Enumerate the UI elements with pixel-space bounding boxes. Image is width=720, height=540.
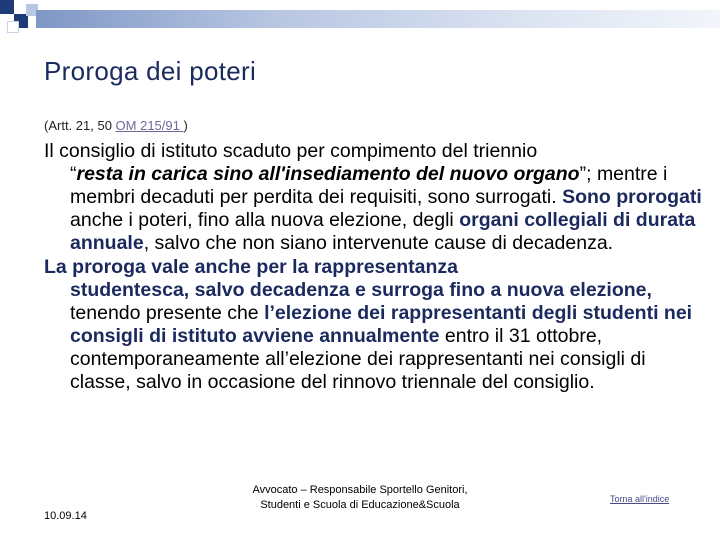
article-reference xyxy=(44,118,188,133)
decorative-square-dark xyxy=(0,0,14,14)
reference-prefix: (Artt. 21, 50 xyxy=(44,118,116,133)
back-to-index-link[interactable]: Torna all'indice xyxy=(610,494,670,504)
p2-studentesca: studentesca, salvo decadenza e surroga fino a nuova elezione, xyxy=(70,279,652,301)
p1-organi-collegiali: organi collegiali di durata annuale xyxy=(70,209,696,254)
p2-first-line: La proroga vale anche per la rappresentanza xyxy=(44,256,458,278)
p2-elezione: l’elezione dei rappresentanti degli studenti nei consigli di istituto avviene annualmente xyxy=(70,302,693,347)
p2-continuation xyxy=(44,279,704,394)
p1-end: , salvo che non siano intervenute cause di decadenza. xyxy=(143,232,614,254)
slide-title: Proroga dei poteri xyxy=(44,56,257,86)
p1-open-quote: “ xyxy=(70,163,77,185)
p2-middle: tenendo presente che xyxy=(70,302,265,324)
p1-continuation xyxy=(44,163,704,255)
slide-body xyxy=(44,140,704,394)
footer-author: Avvocato – Responsabile Sportello Genitori, Studenti e Scuola di Educazione&Scuola xyxy=(252,484,468,511)
footer-date: 10.09.14 xyxy=(44,510,87,522)
header-gradient-bar xyxy=(36,10,720,28)
p1-prorogati: Sono prorogati xyxy=(562,186,702,208)
reference-link[interactable]: OM 215/91 xyxy=(115,118,184,133)
decorative-square-outline xyxy=(7,21,19,33)
p1-after-quote: ”; mentre i membri decaduti per perdita dei requisiti, sono surrogati. xyxy=(70,163,668,208)
paragraph-proroga xyxy=(44,256,704,394)
p2-end: entro il 31 ottobre, contemporaneamente all’elezione dei rappresentanti nei consigli di classe, salvo in occasione del rinnovo triennale del consiglio. xyxy=(70,325,646,393)
p1-middle: anche i poteri, fino alla nuova elezione, degli xyxy=(70,209,460,231)
paragraph-consiglio xyxy=(44,140,704,255)
p1-quote-text: resta in carica sino all'insediamento del nuovo organo xyxy=(76,163,580,185)
p1-first-line: Il consiglio di istituto scaduto per compimento del triennio xyxy=(44,140,538,162)
reference-suffix: ) xyxy=(183,118,188,133)
